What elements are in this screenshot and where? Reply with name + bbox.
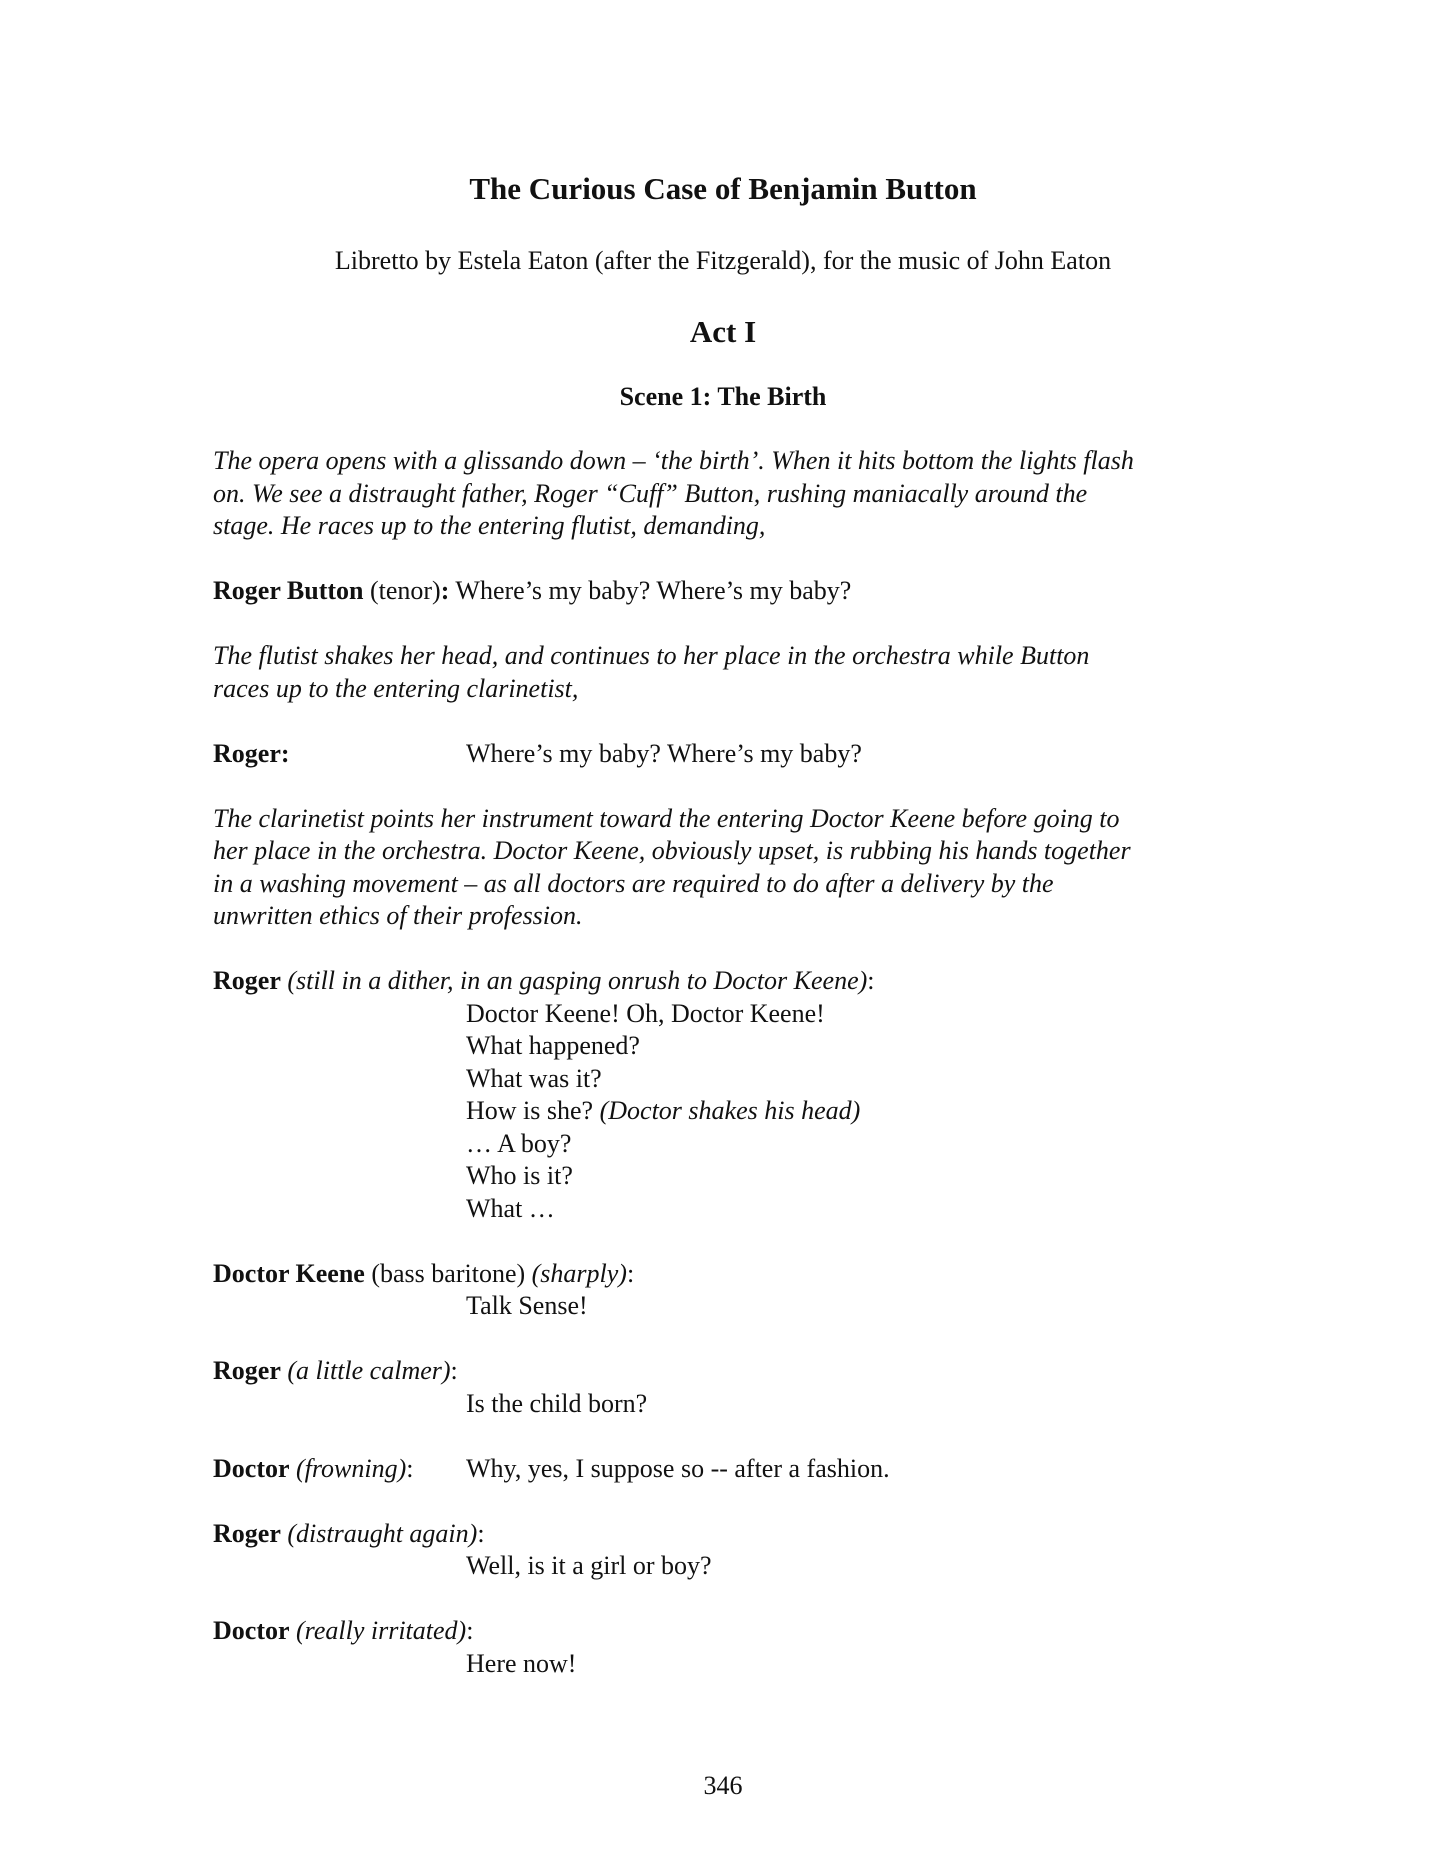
dialogue-text: Doctor Keene! Oh, Doctor Keene! — [466, 998, 825, 1028]
speaker-name: Roger — [213, 1356, 281, 1385]
speaker-label — [213, 1453, 466, 1486]
dialogue-line — [213, 575, 1233, 608]
scene-heading: Scene 1: The Birth — [619, 382, 827, 411]
speaker-direction: (a little calmer) — [280, 1356, 451, 1385]
dialogue-line — [213, 1453, 1233, 1486]
speaker-line — [213, 1258, 1233, 1291]
libretto-body — [213, 445, 1233, 1680]
stage-line: stage. He races up to the entering flutist, demanding, — [213, 511, 766, 540]
speaker-colon: : — [440, 576, 450, 605]
dialogue-block — [213, 1258, 1233, 1323]
stage-line: The flutist shakes her head, and continues to her place in the orchestra while Button — [213, 641, 1090, 670]
speaker-direction: (still in a dither, in an gasping onrush to Doctor Keene) — [280, 966, 868, 995]
dialogue-text: What happened? — [466, 1031, 640, 1060]
speaker-line — [213, 965, 1233, 998]
stage-line: races up to the entering clarinetist, — [213, 673, 579, 703]
dialogue-block — [213, 1615, 1233, 1680]
dialogue-text: Is the child born? — [466, 1388, 648, 1418]
speaker-colon: : — [466, 1616, 474, 1645]
dialogue-text: Well, is it a girl or boy? — [466, 1551, 712, 1580]
dialogue-text: Where’s my baby? Where’s my baby? — [466, 738, 862, 768]
inline-stage-cue: (Doctor shakes his head) — [599, 1096, 861, 1125]
speaker-direction: (sharply) — [531, 1258, 627, 1288]
dialogue-block — [213, 965, 1233, 1225]
speaker-direction: (really irritated) — [289, 1616, 467, 1645]
document-subtitle: Libretto by Estela Eaton (after the Fitzgerald), for the music of John Eaton — [334, 246, 1112, 275]
speaker-name: Roger — [213, 1518, 281, 1548]
stage-direction — [213, 803, 1233, 933]
dialogue-text — [213, 1095, 1233, 1128]
document-title: The Curious Case of Benjamin Button — [469, 171, 977, 206]
speaker-colon: : — [450, 1356, 458, 1385]
speaker-name: Roger — [213, 966, 281, 995]
speaker-colon: : — [626, 1258, 635, 1288]
dialogue-block — [213, 1518, 1233, 1583]
stage-direction — [213, 640, 1233, 705]
speaker-name: Doctor — [213, 1616, 290, 1645]
speaker-direction: (distraught again) — [280, 1518, 478, 1548]
dialogue-text: Here now! — [466, 1648, 577, 1678]
dialogue-text: Who is it? — [466, 1161, 573, 1190]
speaker-name: Doctor — [213, 1453, 290, 1483]
dialogue-text: What was it? — [466, 1063, 602, 1093]
stage-line: The opera opens with a glissando down – ‘the birth’. When it hits bottom the lights flash — [213, 446, 1134, 475]
stage-line: in a washing movement – as all doctors are required to do after a delivery by the — [213, 868, 1054, 898]
speaker-line — [213, 1518, 1233, 1551]
speaker-colon: : — [477, 1518, 485, 1548]
act-heading: Act I — [689, 314, 757, 349]
speaker-colon: : — [867, 966, 875, 995]
page-number: 346 — [703, 1771, 743, 1800]
dialogue-text: … A boy? — [466, 1128, 572, 1158]
dialogue-text: Why, yes, I suppose so -- after a fashion. — [466, 1453, 890, 1483]
dialogue-text-part: How is she? — [466, 1096, 600, 1125]
speaker-colon: : — [406, 1453, 414, 1483]
speaker-line — [213, 1355, 1233, 1388]
dialogue-line — [213, 738, 1233, 771]
dialogue-block — [213, 1355, 1233, 1420]
stage-line: on. We see a distraught father, Roger “Cuff” Button, rushing maniacally around the — [213, 478, 1088, 508]
speaker-name: Doctor Keene — [213, 1258, 365, 1288]
speaker-direction: (frowning) — [289, 1453, 407, 1483]
dialogue-text: Talk Sense! — [466, 1291, 588, 1320]
voice-type: (bass baritone) — [364, 1258, 532, 1288]
voice-type: (tenor) — [363, 576, 441, 605]
document-page — [213, 0, 1233, 1870]
stage-direction — [213, 445, 1233, 543]
stage-line: her place in the orchestra. Doctor Keene, obviously upset, is rubbing his hands together — [213, 836, 1131, 865]
speaker-name: Roger Button — [213, 576, 364, 605]
stage-line: unwritten ethics of their profession. — [213, 901, 583, 930]
dialogue-text: What … — [466, 1193, 555, 1223]
speaker-name: Roger: — [213, 738, 290, 768]
stage-line: The clarinetist points her instrument toward the entering Doctor Keene before going to — [213, 803, 1120, 833]
speaker-line — [213, 1615, 1233, 1648]
dialogue-text: Where’s my baby? Where’s my baby? — [449, 576, 852, 605]
